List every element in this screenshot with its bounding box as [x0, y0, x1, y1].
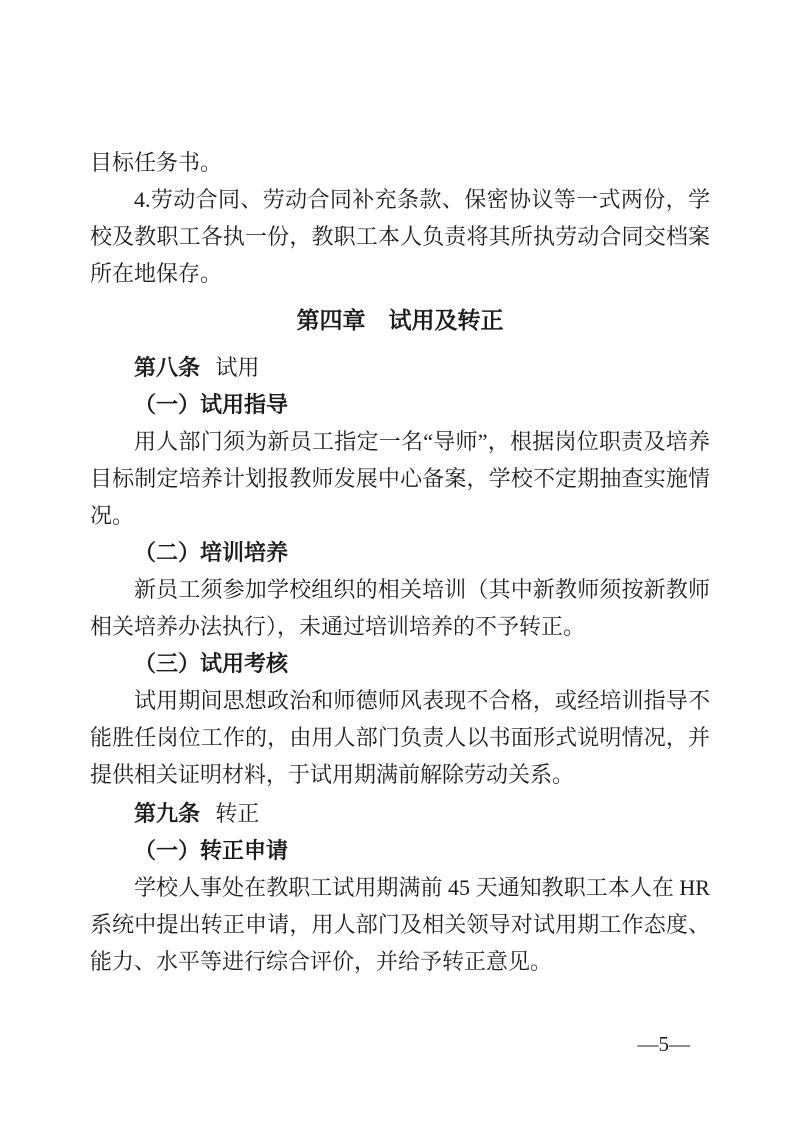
article-8-label: 第八条	[134, 355, 201, 380]
chapter-heading: 第四章 试用及转正	[296, 307, 504, 333]
paragraph-8-3: 试用期间思想政治和师德师风表现不合格，或经培训指导不能胜任岗位工作的，由用人部门负责人以书面形式说明情况，并提供相关证明材料，于试用期满前解除劳动关系。	[90, 688, 710, 787]
article-9-label: 第九条	[134, 801, 201, 826]
paragraph-8-2: 新员工须参加学校组织的相关培训（其中新教师须按新教师相关培养办法执行），未通过培训培养的不予转正。	[90, 577, 710, 639]
article-8-title: 试用	[215, 355, 260, 380]
article-9-title: 转正	[215, 801, 260, 826]
article-8-line	[90, 349, 710, 386]
paragraph-8-1: 用人部门须为新员工指定一名“导师”，根据岗位职责及培养目标制定培养计划报教师发展中心备案，学校不定期抽查实施情况。	[90, 429, 710, 528]
clause-9-1-heading: （一）转正申请	[134, 838, 289, 863]
document-body	[90, 144, 710, 980]
paragraph-continuation: 目标任务书。	[90, 150, 223, 175]
paragraph-item-4: 4.劳动合同、劳动合同补充条款、保密协议等一式两份，学校及教职工各执一份，教职工本人负责将其所执劳动合同交档案所在地保存。	[90, 187, 710, 286]
clause-8-3-heading: （三）试用考核	[134, 651, 289, 676]
paragraph-9-1: 学校人事处在教职工试用期满前 45 天通知教职工本人在 HR 系统中提出转正申请，用人部门及相关领导对试用期工作态度、能力、水平等进行综合评价，并给予转正意见。	[90, 875, 710, 974]
clause-8-1-heading: （一）试用指导	[134, 392, 289, 417]
article-9-line	[90, 795, 710, 832]
clause-8-2-heading: （二）培训培养	[134, 540, 289, 565]
page-number: —5—	[637, 1032, 690, 1056]
